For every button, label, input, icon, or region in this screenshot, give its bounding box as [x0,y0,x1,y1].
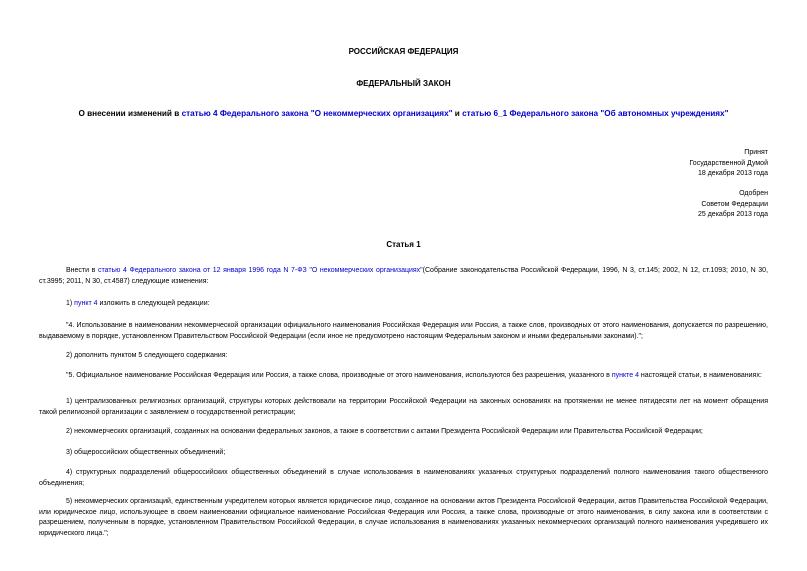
adoption-duma-line: Принят [744,149,768,156]
quote-5-suffix: настоящей статьи, в наименованиях: [638,372,762,379]
item-1 [39,299,768,310]
intro-prefix: Внести в [66,267,98,274]
link-nko-law[interactable]: статью 4 Федерального закона от 12 января 1996 года N 7-ФЗ "О некоммерческих организациях" [97,267,423,274]
law-title [0,108,807,119]
adoption-council-line: Советом Федерации [701,200,768,208]
intro-suffix: (Собрание законодательства Российской Федерации, 1996, N 3, ст.145; 2002, N 12, ст.1093; 2010, N 30, ст.3995; 2011, N 30, ст.4587) следующие изменения: [39,267,769,285]
quote-point-5 [39,371,768,382]
adoption-council [698,189,768,221]
subitem-5: 5) некоммерческих организаций, единственным учредителем которых является юридическое лицо, созданное на основании актов Президента Российской Федерации, актов Правительства Российской Федерации, или юридическое лицо, использующее в своем наименовании официальное наименование Российская Федерация или Россия, а также слова, производные от этого наименования, в силу закона или в соответствии с разрешением, полученным в порядке, установленном Правительством Российской Федерации, в случае использования в наименованиях указанных некоммерческих организаций полного наименования учредившего их юридического лица."; [39,498,768,537]
link-point-4[interactable]: пункт 4 [74,300,98,307]
quote-5-prefix: "5. Официальное наименование Российская Федерация или Россия, а также слова, производные от этого наименования, используются без разрешения, указанного в [66,372,612,379]
law-title-middle: и [452,109,463,118]
quote-point-4: "4. Использование в наименовании некоммерческой организации официального наименования Российская Федерация или Россия, а также слов, производных от этого наименования, допускается по разрешению, выдаваемому в порядке, установленном Правительством Российской Федерации (если иное не предусмотрено настоящим Федеральным законом и иными федеральными законами)."; [39,322,768,340]
subitem-1: 1) централизованных религиозных организаций, структуры которых действовали на территории Российской Федерации на законных основаниях на протяжении не менее пятидесяти лет на момент обращения такой религиозной организации с заявлением о государственной регистрации; [39,398,768,416]
adoption-council-line: Одобрен [739,190,768,197]
item-1-suffix: изложить в следующей редакции: [97,300,210,307]
subitem-2: 2) некоммерческих организаций, созданных на основании федеральных законов, а также в соответствии с актами Президента Российской Федерации или Правительства Российской Федерации; [66,428,703,435]
adoption-duma-line: Государственной Думой [689,159,768,167]
article-heading: Статья 1 [386,240,421,249]
country-heading: РОССИЙСКАЯ ФЕДЕРАЦИЯ [348,47,459,56]
item-1-prefix: 1) [66,300,75,307]
adoption-duma-line: 18 декабря 2013 года [697,170,768,177]
doc-type-heading: ФЕДЕРАЛЬНЫЙ ЗАКОН [356,79,451,88]
link-article-6-1-autonomous[interactable]: статью 6_1 Федерального закона "Об автономных учреждениях" [462,109,729,118]
article-intro [39,266,768,287]
item-2: 2) дополнить пунктом 5 следующего содержания: [66,352,228,359]
adoption-council-line: 25 декабря 2013 года [697,211,768,218]
adoption-duma [689,148,768,180]
subitem-4: 4) структурных подразделений общероссийских общественных объединений в случае использования в наименованиях указанных структурных подразделений полного наименования такого общественного объединения; [39,469,768,487]
link-point-4-ref[interactable]: пункте 4 [611,372,639,379]
law-title-prefix: О внесении изменений в [78,109,182,118]
subitem-3: 3) общероссийских общественных объединений; [66,449,226,456]
link-article-4-nko[interactable]: статью 4 Федерального закона "О некоммерческих организациях" [181,109,453,118]
